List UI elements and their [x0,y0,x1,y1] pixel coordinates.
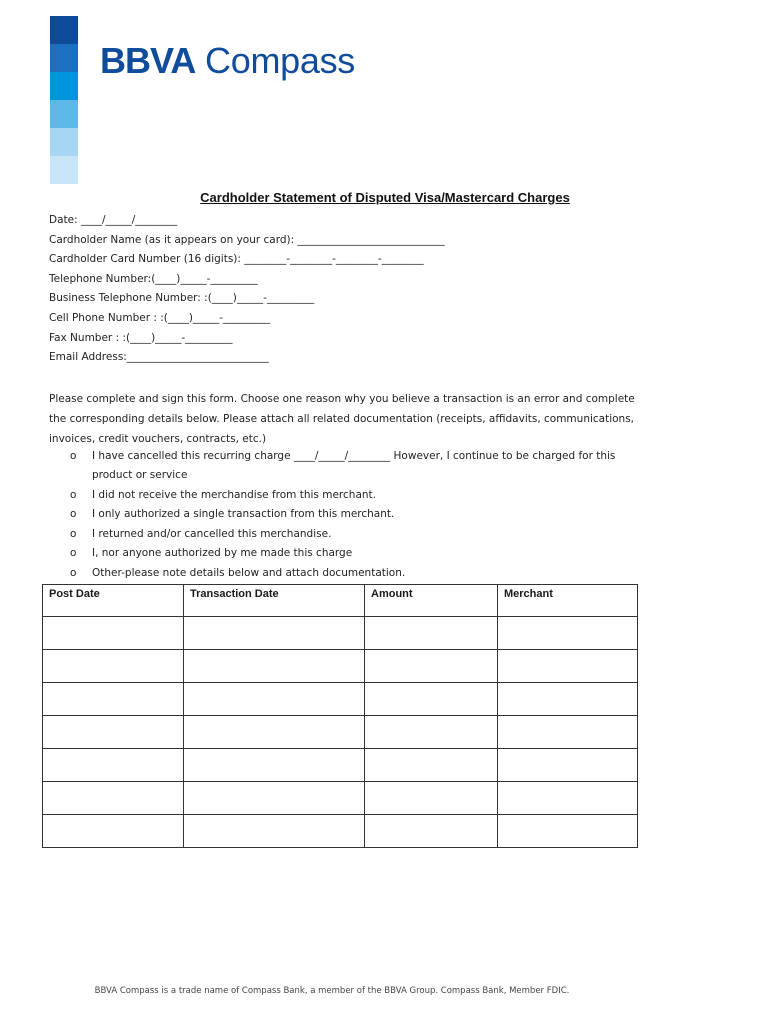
cell-amount[interactable] [365,815,498,848]
table-row [43,749,638,782]
cell-post-date[interactable] [43,815,184,848]
cell-amount[interactable] [365,617,498,650]
cell-amount[interactable] [365,650,498,683]
cell-post-date[interactable] [43,683,184,716]
reason-text: I only authorized a single transaction from this merchant. [92,508,395,520]
stripe-block-2 [50,44,78,72]
header-transaction-date: Transaction Date [184,585,365,617]
table-row [43,815,638,848]
table-row [43,716,638,749]
cell-merchant[interactable] [498,815,638,848]
cell-merchant[interactable] [498,716,638,749]
header-post-date: Post Date [43,585,184,617]
cell-post-date[interactable] [43,716,184,749]
bbva-compass-logo [100,40,355,82]
logo-bbva: BBVA [100,40,196,81]
cell-phone-field[interactable]: Cell Phone Number : :(____)_____-_________ [49,312,271,324]
cell-post-date[interactable] [43,749,184,782]
cell-merchant[interactable] [498,683,638,716]
logo-compass: Compass [205,40,355,81]
header-amount: Amount [365,585,498,617]
cell-transaction-date[interactable] [184,782,365,815]
cell-transaction-date[interactable] [184,815,365,848]
reason-not-received[interactable] [70,489,376,501]
table-row [43,782,638,815]
reason-other[interactable] [70,567,405,579]
cell-post-date[interactable] [43,617,184,650]
email-field[interactable]: Email Address:___________________________ [49,351,269,363]
table-row [43,617,638,650]
cell-merchant[interactable] [498,782,638,815]
telephone-field[interactable]: Telephone Number:(____)_____-_________ [49,273,258,285]
checkbox-bullet[interactable]: o [70,450,77,462]
cell-transaction-date[interactable] [184,683,365,716]
checkbox-bullet[interactable]: o [70,489,77,501]
fax-field[interactable]: Fax Number : :(____)_____-_________ [49,332,233,344]
reason-text: I, nor anyone authorized by me made this charge [92,547,353,559]
date-field[interactable]: Date: ____/_____/________ [49,214,178,226]
reason-text: I returned and/or cancelled this merchandise. [92,528,332,540]
cell-amount[interactable] [365,683,498,716]
cell-merchant[interactable] [498,617,638,650]
stripe-block-6 [50,156,78,184]
checkbox-bullet[interactable]: o [70,547,77,559]
cell-transaction-date[interactable] [184,650,365,683]
table-row [43,683,638,716]
reason-continuation: product or service [92,469,188,481]
transactions-table [42,584,638,848]
cell-merchant[interactable] [498,650,638,683]
cell-post-date[interactable] [43,782,184,815]
cell-merchant[interactable] [498,749,638,782]
checkbox-bullet[interactable]: o [70,528,77,540]
reason-returned-cancelled[interactable] [70,528,331,540]
table-header-row [43,585,638,617]
checkbox-bullet[interactable]: o [70,567,77,579]
cell-amount[interactable] [365,782,498,815]
card-number-field[interactable]: Cardholder Card Number (16 digits): ________-________-________-________ [49,253,424,265]
cell-transaction-date[interactable] [184,617,365,650]
table-body [43,617,638,848]
cell-amount[interactable] [365,749,498,782]
form-title: Cardholder Statement of Disputed Visa/Mastercard Charges [200,190,570,205]
stripe-block-4 [50,100,78,128]
header-merchant: Merchant [498,585,638,617]
reason-recurring-cancelled[interactable] [70,450,615,462]
cardholder-name-field[interactable]: Cardholder Name (as it appears on your card): ____________________________ [49,234,445,246]
checkbox-bullet[interactable]: o [70,508,77,520]
table-row [43,650,638,683]
cell-transaction-date[interactable] [184,716,365,749]
reason-not-authorized[interactable] [70,547,352,559]
stripe-block-5 [50,128,78,156]
cell-amount[interactable] [365,716,498,749]
stripe-block-3 [50,72,78,100]
reason-text: I did not receive the merchandise from this merchant. [92,489,376,501]
reason-text: I have cancelled this recurring charge ____/_____/________ However, I continue to be charged for this [92,450,616,462]
brand-color-stripe [50,16,78,184]
cell-transaction-date[interactable] [184,749,365,782]
instructions-paragraph: Please complete and sign this form. Choose one reason why you believe a transaction is an error and complete the corresponding details below. Please attach all related documentation (receipts, affidavits, communications, invoices, credit vouchers, contracts, etc.) [49,393,635,445]
reason-single-authorized[interactable] [70,508,394,520]
footer-disclaimer: BBVA Compass is a trade name of Compass Bank, a member of the BBVA Group. Compass Bank, Member FDIC. [94,986,570,996]
reason-text: Other-please note details below and attach documentation. [92,567,406,579]
business-telephone-field[interactable]: Business Telephone Number: :(____)_____-_________ [49,292,315,304]
cell-post-date[interactable] [43,650,184,683]
stripe-block-1 [50,16,78,44]
